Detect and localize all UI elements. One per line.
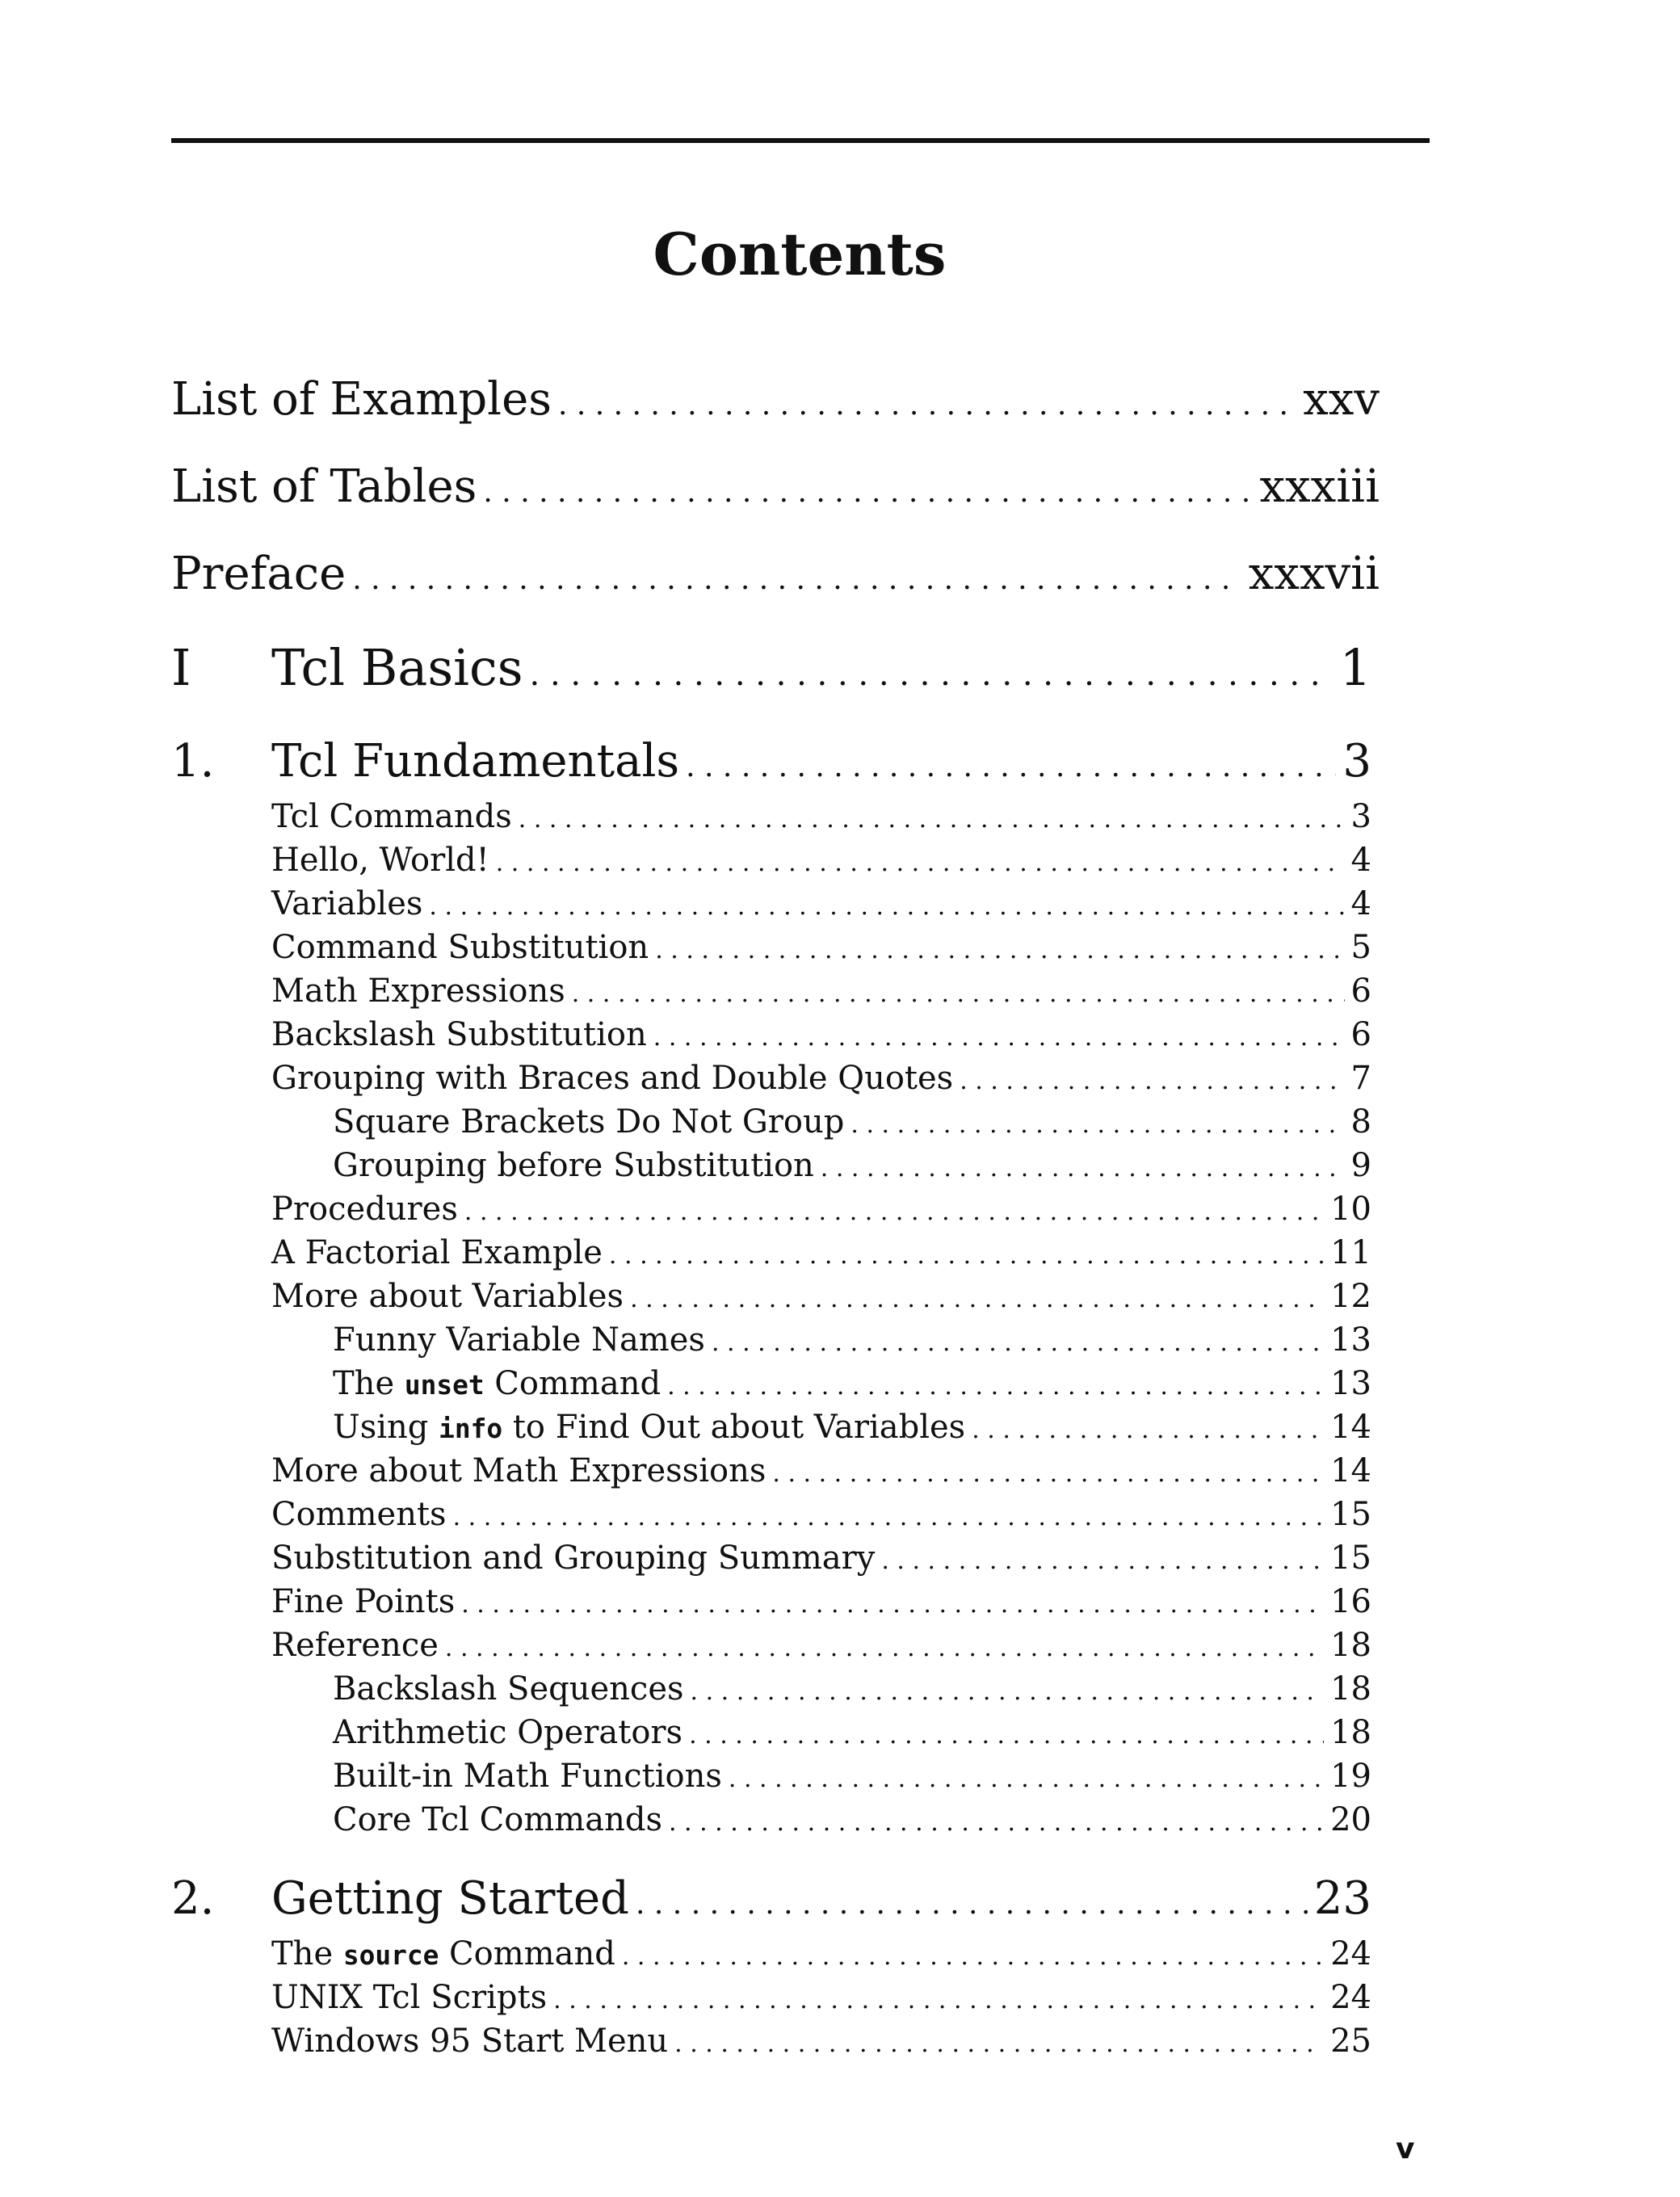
toc-entry-page: 16 xyxy=(1330,1583,1371,1620)
toc-entry-page: 18 xyxy=(1330,1627,1371,1664)
toc-entry-page: 9 xyxy=(1350,1147,1371,1184)
part-number: I xyxy=(171,638,191,697)
dot-leader xyxy=(453,1503,1325,1531)
label-text: Command xyxy=(494,1365,662,1402)
toc-entry[interactable] xyxy=(271,885,1371,922)
toc-entry-label: Square Brackets Do Not Group xyxy=(333,1103,845,1141)
toc-entry-label: More about Variables xyxy=(271,1278,624,1315)
toc-chapter-1[interactable] xyxy=(171,735,1371,788)
toc-entry-page: 20 xyxy=(1330,1801,1371,1838)
dot-leader xyxy=(519,805,1345,834)
toc-entry-page: 13 xyxy=(1330,1365,1371,1402)
dot-leader xyxy=(496,849,1345,877)
toc-entry-label: Variables xyxy=(271,885,423,922)
chapter-label: Getting Started xyxy=(271,1872,630,1925)
toc-entry-label: UNIX Tcl Scripts xyxy=(271,1979,548,2016)
toc-subentry[interactable] xyxy=(333,1801,1371,1838)
toc-entry-page: 12 xyxy=(1330,1278,1371,1315)
toc-entry-page: 18 xyxy=(1330,1670,1371,1708)
toc-entry[interactable] xyxy=(271,1278,1371,1315)
toc-entry-page: 4 xyxy=(1350,885,1371,922)
toc-entry-label: Windows 95 Start Menu xyxy=(271,2023,669,2060)
toc-subentry[interactable] xyxy=(333,1714,1371,1751)
toc-entry-label: Built-in Math Functions xyxy=(333,1758,722,1795)
dot-leader xyxy=(729,1765,1324,1793)
dot-leader xyxy=(712,1329,1324,1357)
toc-entry-page: xxxiii xyxy=(1259,460,1380,513)
toc-entry[interactable] xyxy=(271,1191,1371,1228)
toc-subentry[interactable] xyxy=(333,1365,1371,1402)
toc-entry-label: Reference xyxy=(271,1627,439,1664)
toc-entry-label: Grouping with Braces and Double Quotes xyxy=(271,1060,954,1097)
toc-entry-page: 6 xyxy=(1350,1016,1371,1053)
chapter-page: 3 xyxy=(1342,735,1371,788)
label-text: to Find Out about Variables xyxy=(512,1409,966,1446)
toc-entry-page: 6 xyxy=(1350,972,1371,1010)
dot-leader xyxy=(960,1067,1344,1095)
dot-leader xyxy=(669,1808,1324,1837)
toc-entry[interactable] xyxy=(271,1540,1371,1577)
toc-entry-page: 25 xyxy=(1330,2023,1371,2060)
toc-entry-label: Tcl Commands xyxy=(271,798,512,835)
dot-leader xyxy=(622,1943,1324,1971)
dot-leader xyxy=(553,1986,1324,2014)
toc-entry[interactable] xyxy=(271,1627,1371,1664)
toc-entry-label: Command Substitution xyxy=(271,929,649,966)
dot-leader xyxy=(674,2030,1324,2058)
toc-entry[interactable] xyxy=(271,1016,1371,1053)
toc-entry-label: Grouping before Substitution xyxy=(333,1147,814,1184)
toc-entry-page: 7 xyxy=(1350,1060,1371,1097)
page-number: v xyxy=(1396,2132,1415,2165)
toc-entry-label: Math Expressions xyxy=(271,972,565,1010)
label-text: The xyxy=(333,1365,395,1402)
dot-leader xyxy=(461,1590,1324,1619)
toc-entry-preface[interactable] xyxy=(171,548,1380,600)
toc-entry-page: 8 xyxy=(1350,1103,1371,1141)
toc-entry-page: 15 xyxy=(1330,1496,1371,1533)
toc-entry-label: Preface xyxy=(171,548,346,600)
toc-entry[interactable] xyxy=(271,1979,1371,2016)
toc-entry[interactable] xyxy=(271,1452,1371,1489)
dot-leader xyxy=(686,750,1336,783)
toc-entry[interactable] xyxy=(271,1060,1371,1097)
dot-leader xyxy=(850,1111,1344,1139)
chapter-page: 23 xyxy=(1313,1872,1371,1925)
dot-leader xyxy=(429,893,1344,921)
toc-entry-label: Comments xyxy=(271,1496,447,1533)
toc-entry-label: Backslash Substitution xyxy=(271,1016,647,1053)
toc-entry-label xyxy=(271,1935,615,1972)
dot-leader xyxy=(667,1372,1324,1401)
toc-entry[interactable] xyxy=(271,842,1371,879)
toc-entry-page: 24 xyxy=(1330,1935,1371,1972)
toc-entry-label: Funny Variable Names xyxy=(333,1321,705,1359)
toc-entry-page: 18 xyxy=(1330,1714,1371,1751)
toc-entry-page: 14 xyxy=(1330,1409,1371,1446)
toc-entry[interactable] xyxy=(271,2023,1371,2060)
dot-leader xyxy=(653,1023,1345,1052)
chapter-number: 1. xyxy=(171,735,215,788)
dot-leader xyxy=(630,1285,1324,1313)
toc-entry[interactable] xyxy=(271,1496,1371,1533)
toc-entry-label: Substitution and Grouping Summary xyxy=(271,1540,876,1577)
code-keyword: info xyxy=(439,1414,503,1444)
dot-leader xyxy=(821,1154,1345,1183)
label-text: Using xyxy=(333,1409,429,1446)
code-keyword: unset xyxy=(404,1370,485,1401)
dot-leader xyxy=(636,1888,1308,1921)
toc-entry-label: A Factorial Example xyxy=(271,1234,603,1271)
toc-entry-label: Fine Points xyxy=(271,1583,456,1620)
toc-entry-label xyxy=(333,1409,965,1446)
dot-leader xyxy=(609,1241,1324,1270)
toc-entry-list-of-tables[interactable] xyxy=(171,460,1380,513)
toc-part-1[interactable] xyxy=(171,638,1371,697)
chapter-label: Tcl Fundamentals xyxy=(271,735,680,788)
dot-leader xyxy=(558,389,1296,422)
toc-entry-page: 11 xyxy=(1330,1234,1371,1271)
toc-entry-page: 15 xyxy=(1330,1540,1371,1577)
dot-leader xyxy=(689,1721,1324,1750)
toc-entry-page: xxv xyxy=(1303,373,1380,426)
toc-entry-label: List of Tables xyxy=(171,460,477,513)
toc-subentry[interactable] xyxy=(333,1321,1371,1359)
toc-entry-page: 19 xyxy=(1330,1758,1371,1795)
toc-chapter-2[interactable] xyxy=(171,1872,1371,1925)
toc-entry[interactable] xyxy=(271,972,1371,1010)
label-text: Command xyxy=(449,1935,615,1972)
dot-leader xyxy=(445,1634,1324,1662)
dot-leader xyxy=(530,656,1334,693)
toc-entry-label: Core Tcl Commands xyxy=(333,1801,662,1838)
page-title: Contents xyxy=(653,220,947,288)
toc-entry[interactable] xyxy=(271,1234,1371,1271)
dot-leader xyxy=(483,476,1253,509)
toc-entry-page: xxxvii xyxy=(1248,548,1380,600)
toc-entry-label: Procedures xyxy=(271,1191,458,1228)
dot-leader xyxy=(572,980,1345,1008)
top-rule xyxy=(171,138,1430,143)
toc-entry-list-of-examples[interactable] xyxy=(171,373,1380,426)
toc-entry-page: 3 xyxy=(1350,798,1371,835)
toc-entry-page: 10 xyxy=(1330,1191,1371,1228)
toc-entry-label xyxy=(333,1365,661,1402)
toc-entry-page: 13 xyxy=(1330,1321,1371,1359)
toc-subentry[interactable] xyxy=(333,1147,1371,1184)
label-text: The xyxy=(271,1935,334,1972)
toc-entry-page: 24 xyxy=(1330,1979,1371,2016)
toc-entry[interactable] xyxy=(271,798,1371,835)
toc-entry-label: Arithmetic Operators xyxy=(333,1714,683,1751)
toc-subentry[interactable] xyxy=(333,1758,1371,1795)
chapter-number: 2. xyxy=(171,1872,215,1925)
toc-entry-label: Hello, World! xyxy=(271,842,489,879)
toc-subentry[interactable] xyxy=(333,1409,1371,1446)
toc-entry[interactable] xyxy=(271,929,1371,966)
part-label: Tcl Basics xyxy=(271,638,523,697)
toc-entry[interactable] xyxy=(271,1583,1371,1620)
toc-entry-label: More about Math Expressions xyxy=(271,1452,766,1489)
toc-entry-label: Backslash Sequences xyxy=(333,1670,684,1708)
dot-leader xyxy=(691,1678,1325,1706)
toc-entry-page: 5 xyxy=(1350,929,1371,966)
toc-entry-page: 4 xyxy=(1350,842,1371,879)
toc-entry-page: 14 xyxy=(1330,1452,1371,1489)
code-keyword: source xyxy=(342,1940,439,1971)
dot-leader xyxy=(352,563,1242,596)
dot-leader xyxy=(772,1460,1324,1488)
toc-entry-label: List of Examples xyxy=(171,373,552,426)
part-page: 1 xyxy=(1339,638,1371,697)
dot-leader xyxy=(464,1198,1324,1226)
dot-leader xyxy=(972,1416,1324,1444)
toc-subentry[interactable] xyxy=(333,1103,1371,1141)
dot-leader xyxy=(881,1547,1324,1575)
toc-entry[interactable] xyxy=(271,1935,1371,1972)
dot-leader xyxy=(655,936,1344,964)
toc-subentry[interactable] xyxy=(333,1670,1371,1708)
